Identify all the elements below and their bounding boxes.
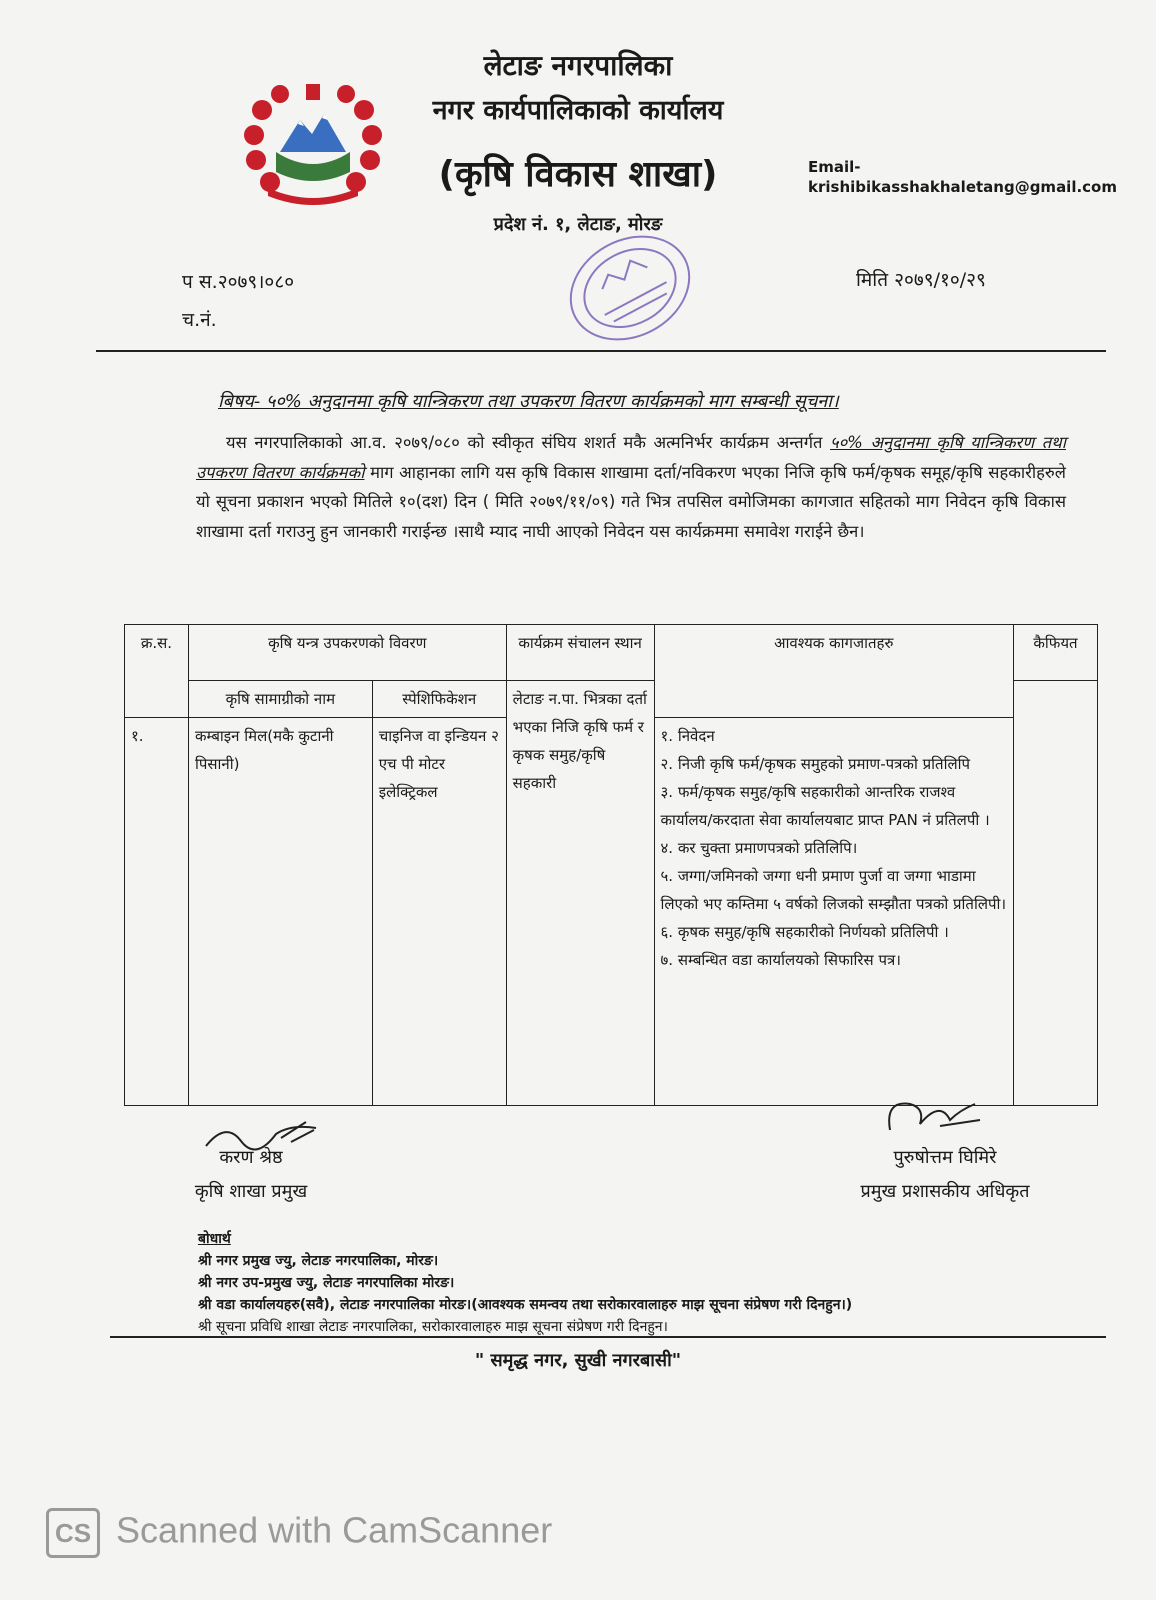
dispatch-number: च.नं. (182, 309, 217, 331)
cell-sn: १. (125, 718, 189, 1106)
signatory-right-title: प्रमुख प्रशासकीय अधिकृत (860, 1181, 1030, 1202)
notice-body (196, 428, 1066, 546)
list-item: श्री सूचना प्रविधि शाखा लेटाङ नगरपालिका, सरोकारवालाहरु माझ सूचना संप्रेषण गरी दिनहुन। (198, 1319, 668, 1335)
watermark-text: Scanned with CamScanner (116, 1509, 553, 1551)
subheader-spec: स्पेशिफिकेशन (372, 681, 506, 718)
requirement-item: १. निवेदन (660, 727, 715, 745)
reference-number: प स.२०७९।०८० (182, 271, 295, 293)
cell-remarks (1014, 681, 1098, 1106)
requirement-item: २. निजी कृषि फर्म/कृषक समुहको प्रमाण-पत्रको प्रतिलिपि (660, 755, 971, 773)
camscanner-logo-icon: CS (46, 1508, 100, 1558)
cell-location: लेटाङ न.पा. भित्रका दर्ता भएका निजि कृषि फर्म र कृषक समुह/कृषि सहकारी (506, 681, 654, 1106)
cell-spec: चाइनिज वा इन्डियन २ एच पी मोटर इलेक्ट्रिकल (372, 718, 506, 1106)
body-text-2: माग आहानका लागि यस कृषि विकास शाखामा दर्ता/नविकरण भएका निजि कृषि फर्म/कृषक समूह/कृषि सहकारीहरुले यो सूचना प्रकाशन भएको मितिले १०(दश) दिन ( मिति २०७९/११/०९) गते भित्र तपसिल वमोजिमका कागजात सहितको माग निवेदन कृषि विकास शाखामा दर्ता गराउनु हुन जानकारी गराईन्छ ।साथै म्याद नाघी आएको निवेदन यस कार्यक्रममा समावेश गराईने छैन। (196, 462, 1066, 541)
header-sn: क्र.स. (125, 625, 189, 718)
body-program-name: ५०% अनुदानमा कृषि यान्त्रिकरण तथा उपकरण वितरण कार्यक्रमको (196, 433, 1066, 482)
email-block (808, 157, 1117, 197)
header-divider (96, 350, 1106, 352)
signature-right-icon (880, 1090, 990, 1140)
email-label: Email- (808, 158, 861, 176)
signatory-right (820, 1145, 1070, 1203)
requirements-table (124, 624, 1098, 1106)
list-item: श्री वडा कार्यालयहरु(सवै), लेटाङ नगरपालिका मोरङ।(आवश्यक समन्वय तथा सरोकारवालाहरु माझ सूचना संप्रेषण गरी दिनहुन।) (198, 1297, 853, 1313)
cell-requirements (654, 718, 1014, 1106)
subheader-name: कृषि सामाग्रीको नाम (188, 681, 372, 718)
cell-name: कम्बाइन मिल(मकै कुटानी पिसानी) (188, 718, 372, 1106)
header-equipment: कृषि यन्त्र उपकरणको विवरण (188, 625, 506, 681)
signatory-left (166, 1145, 336, 1203)
list-item: श्री नगर उप-प्रमुख ज्यु, लेटाङ नगरपालिका मोरङ। (198, 1275, 455, 1291)
requirement-item: ७. सम्बन्धित वडा कार्यालयको सिफारिस पत्र। (660, 951, 901, 969)
letter-date: मिति २०७९/१०/२९ (856, 269, 986, 291)
footer-divider (110, 1336, 1106, 1338)
header-documents: आवश्यक कागजातहरु (654, 625, 1014, 718)
cc-list (198, 1228, 852, 1338)
motto: " समृद्ध नगर, सुखी नगरबासी" (474, 1350, 682, 1371)
body-text-1: यस नगरपालिकाको आ.व. २०७९/०८० को स्वीकृत संघिय शशर्त मकै अत्मनिर्भर कार्यक्रम अन्तर्गत (226, 433, 831, 452)
cc-title: बोधार्थ (198, 1231, 231, 1247)
requirement-item: ४. कर चुक्ता प्रमाणपत्रको प्रतिलिपि। (660, 839, 858, 857)
requirement-item: ६. कृषक समुह/कृषि सहकारीको निर्णयको प्रतिलिपी । (660, 923, 949, 941)
header-remarks: कैफियत (1014, 625, 1098, 681)
branch-name: (कृषि विकास शाखा) (438, 154, 718, 195)
signatory-left-title: कृषि शाखा प्रमुख (194, 1181, 308, 1202)
camscanner-watermark (46, 1508, 552, 1558)
header-location: कार्यक्रम संचालन स्थान (506, 625, 654, 681)
list-item: श्री नगर प्रमुख ज्यु, लेटाङ नगरपालिका, मोरङ। (198, 1253, 439, 1269)
signatory-left-name: करण श्रेष्ठ (219, 1147, 283, 1168)
office-stamp-icon (555, 228, 705, 348)
requirement-item: ५. जग्गा/जमिनको जग्गा धनी प्रमाण पुर्जा वा जग्गा भाडामा लिएको भए कम्तिमा ५ वर्षको लिजको सम्झौता पत्रको प्रतिलिपी। (660, 867, 1007, 913)
office-name: नगर कार्यपालिकाको कार्यालय (432, 95, 724, 126)
email-address[interactable]: krishibikasshakhaletang@gmail.com (808, 178, 1117, 196)
municipality-name: लेटाङ नगरपालिका (483, 49, 673, 82)
signatory-right-name: पुरुषोत्तम घिमिरे (893, 1147, 997, 1168)
requirement-item: ३. फर्म/कृषक समुह/कृषि सहकारीको आन्तरिक राजश्व कार्यालय/करदाता सेवा कार्यालयबाट प्राप्त PAN नं प्रतिलपी । (660, 783, 990, 829)
table-header-row (125, 625, 1098, 681)
notice-subject: बिषय- ५०% अनुदानमा कृषि यान्त्रिकरण तथा उपकरण वितरण कार्यक्रमको माग सम्बन्धी सूचना। (218, 391, 839, 412)
office-address: प्रदेश नं. १, लेटाङ, मोरङ (493, 214, 663, 235)
